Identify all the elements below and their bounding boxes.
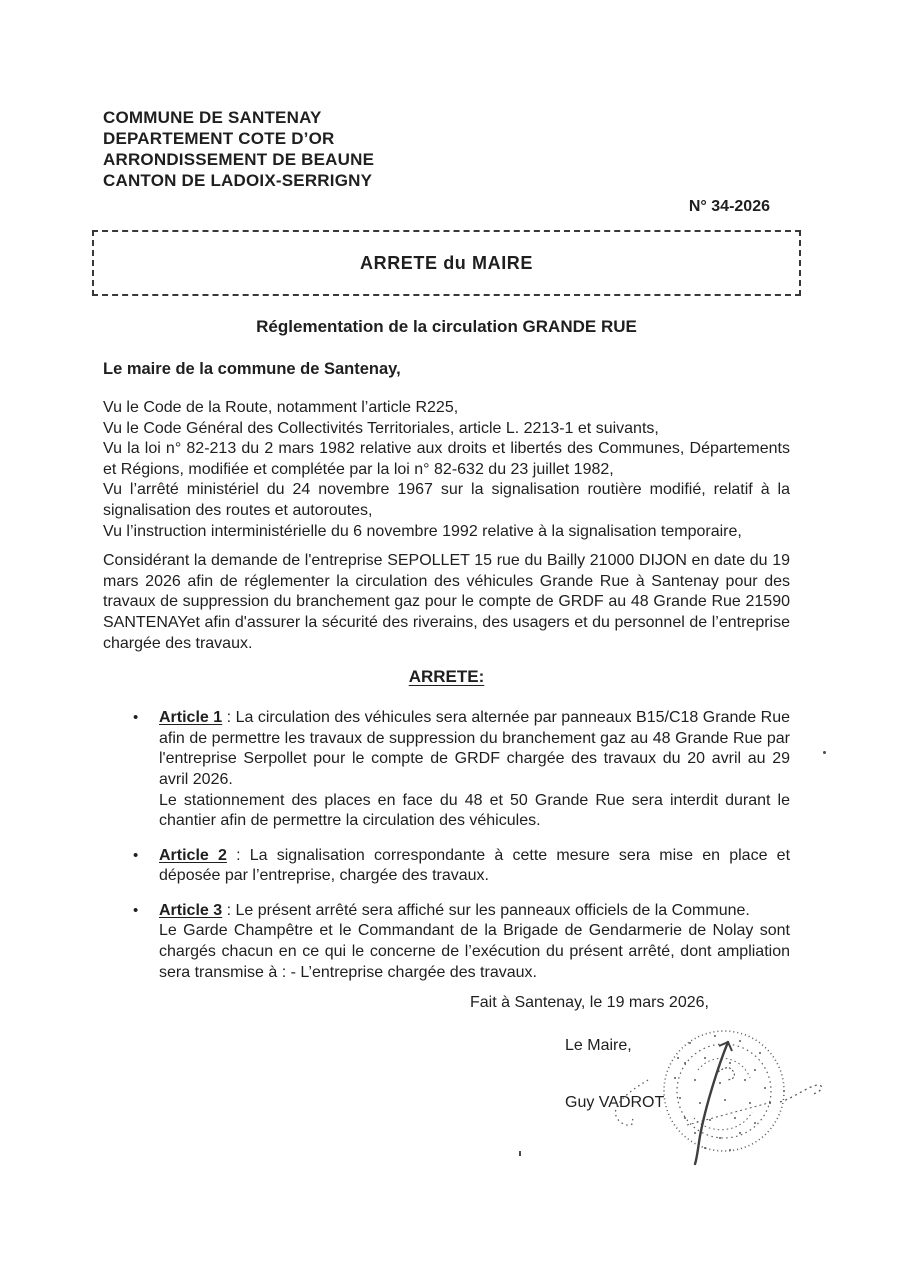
article-text: : La circulation des véhicules sera alternée par panneaux B15/C18 Grande Rue afin de permettre les travaux de suppression du branchement gaz au 48 Grande Rue par l'entreprise Serpollet pour le compte de GRDF chargée des travaux du 20 avril au 29 avril 2026. (159, 709, 790, 788)
stamp-speckles (674, 1035, 771, 1151)
place-and-date: Fait à Santenay, le 19 mars 2026, (470, 994, 709, 1011)
stamp-diagonal-mark (687, 1102, 772, 1125)
signature-flourish-left (615, 1080, 648, 1125)
mayor-stamp (590, 1008, 890, 1208)
article-label: Article 2 (159, 846, 227, 864)
decree-number: N° 34-2026 (688, 198, 770, 215)
list-item-article-3 (103, 901, 790, 983)
stamp-inner-ring (677, 1044, 771, 1138)
letterhead-commune: COMMUNE DE SANTENAY (103, 108, 322, 127)
scan-artifact-dot (823, 751, 826, 754)
stamp-center-mark (718, 1068, 734, 1080)
article-text: : La signalisation correspondante à cette mesure sera mise en place et déposée par l’entreprise, chargée des travaux. (159, 846, 791, 885)
article-text: : Le présent arrêté sera affiché sur les panneaux officiels de la Commune. (222, 901, 750, 919)
signer-name: Guy VADROT (565, 1094, 665, 1111)
stamp-inner-arc (698, 1058, 750, 1078)
article-extra-text: Le Garde Champêtre et le Commandant de la Brigade de Gendarmerie de Nolay sont chargés chacun en ce qui le concerne de l’exécution du présent arrêté, dont ampliation sera transmise à : - L’entreprise chargée des travaux. (159, 922, 790, 981)
signer-title: Le Maire, (565, 1037, 632, 1054)
letterhead-departement: DEPARTEMENT COTE D’OR (103, 129, 335, 148)
visa-line: Vu la loi n° 82-213 du 2 mars 1982 relative aux droits et libertés des Communes, Départements et Régions, modifiée et complétée par la loi n° 82-632 du 23 juillet 1982, (103, 440, 790, 478)
visa-line: Vu l’instruction interministérielle du 6 novembre 1992 relative à la signalisation temporaire, (103, 522, 742, 540)
letterhead-arrondissement: ARRONDISSEMENT DE BEAUNE (103, 150, 375, 169)
letterhead (103, 107, 790, 191)
articles-list (103, 708, 790, 983)
bullet-icon: • (133, 709, 139, 727)
bullet-icon: • (133, 846, 139, 864)
salutation: Le maire de la commune de Santenay, (103, 360, 401, 378)
visa-block (103, 398, 790, 542)
article-extra-text: Le stationnement des places en face du 48 et 50 Grande Rue sera interdit durant le chantier afin de permettre la circulation des véhicules. (159, 791, 790, 830)
visa-line: Vu le Code Général des Collectivités Territoriales, article L. 2213-1 et suivants, (103, 419, 659, 437)
subject-line: Réglementation de la circulation GRANDE RUE (256, 317, 637, 336)
list-item-article-2 (103, 846, 790, 887)
scan-artifact-dot (519, 1151, 521, 1156)
signature-flourish-right (780, 1085, 822, 1102)
page-title: ARRETE du MAIRE (360, 252, 533, 273)
article-label: Article 1 (159, 709, 223, 727)
considerant-paragraph: Considérant la demande de l'entreprise SEPOLLET 15 rue du Bailly 21000 DIJON en date du 19 mars 2026 afin de réglementer la circulation des véhicules Grande Rue à Santenay pour des travaux de suppression du branchement gaz pour le compte de GRDF au 48 Grande Rue 21590 SANTENAYet afin d'assurer la sécurité des riverains, des usagers et du personnel de l’entreprise chargée des travaux. (103, 552, 790, 652)
list-item-article-1 (103, 708, 790, 832)
visa-line: Vu l’arrêté ministériel du 24 novembre 1967 sur la signalisation routière modifié, relatif à la signalisation des routes et autoroutes, (103, 481, 790, 519)
decree-heading: ARRETE: (408, 667, 485, 687)
letterhead-canton: CANTON DE LADOIX-SERRIGNY (103, 171, 373, 190)
article-label: Article 3 (159, 901, 223, 919)
title-box (92, 230, 801, 296)
visa-line: Vu le Code de la Route, notamment l’article R225, (103, 399, 459, 416)
bullet-icon: • (133, 901, 139, 919)
